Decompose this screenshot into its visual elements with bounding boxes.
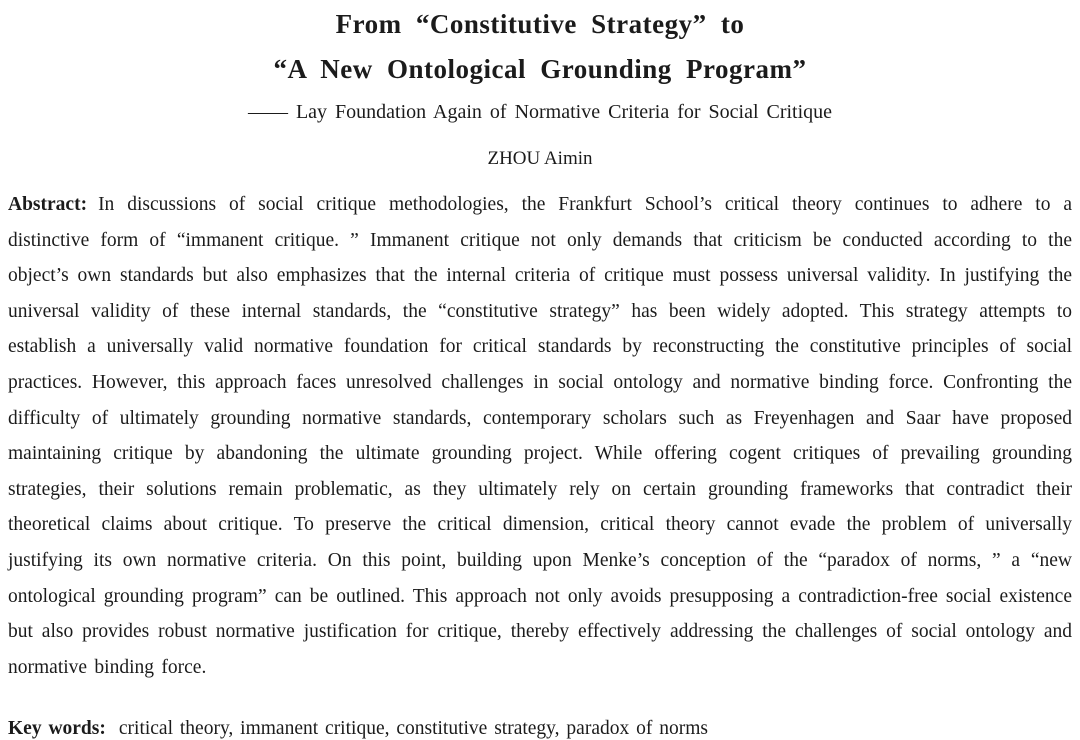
abstract-text: In discussions of social critique methodologies, the Frankfurt School’s critical theory continues to adhere to a distinctive form of “immanent critique. ” Immanent critique not only demands that criticism be conducted according to the object’s own standards but also emphasizes that the internal criteria of critique must possess universal validity. In justifying the universal validity of these internal standards, the “constitutive strategy” has been widely adopted. This strategy attempts to establish a universally valid normative foundation for critical standards by reconstructing the constitutive principles of social practices. However, this approach faces unresolved challenges in social ontology and normative binding force. Confronting the difficulty of ultimately grounding normative standards, contemporary scholars such as Freyenhagen and Saar have proposed maintaining critique by abandoning the ultimate grounding project. While offering cogent critiques of prevailing grounding strategies, their solutions remain problematic, as they ultimately rely on certain grounding frameworks that contradict their theoretical claims about critique. To preserve the critical dimension, critical theory cannot evade the problem of universally justifying its own normative criteria. On this point, building upon Menke’s conception of the “paradox of norms, ” a “new ontological grounding program” can be outlined. This approach not only avoids presupposing a contradiction-free social existence but also provides robust normative justification for critique, thereby effectively addressing the challenges of social ontology and normative binding force.	[8, 194, 1072, 678]
abstract-label: Abstract:	[8, 194, 88, 215]
abstract-paragraph	[8, 187, 1072, 685]
keywords-line	[8, 711, 1072, 740]
keywords-text: critical theory, immanent critique, constitutive strategy, paradox of norms	[118, 718, 708, 740]
keywords-label: Key words:	[8, 718, 106, 740]
paper-title-line1: From “Constitutive Strategy” to	[335, 9, 745, 39]
author-name: ZHOU Aimin	[487, 148, 593, 169]
paper-title-line2: “A New Ontological Grounding Program”	[273, 54, 807, 84]
paper-subtitle: —— Lay Foundation Again of Normative Criteria for Social Critique	[247, 101, 833, 123]
